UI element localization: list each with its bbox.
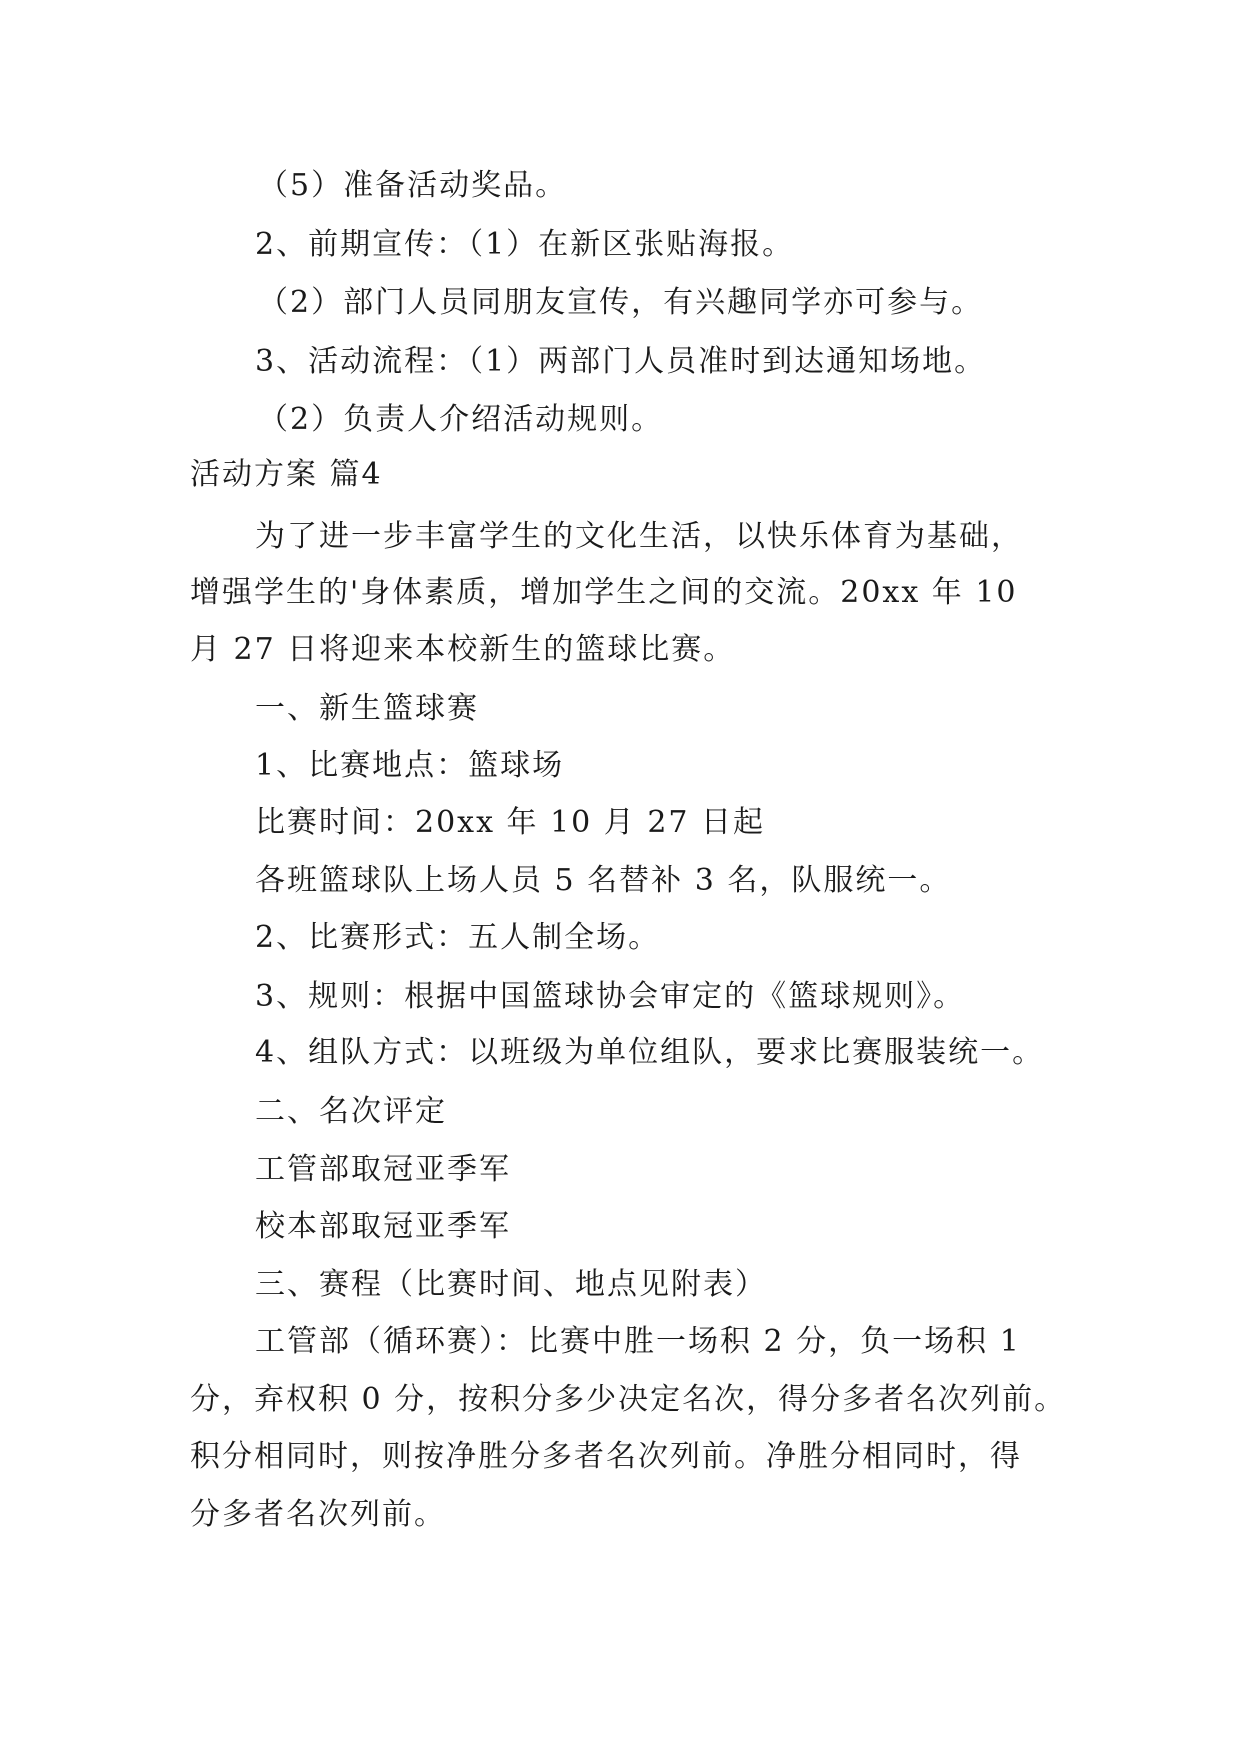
text-line: 三、赛程（比赛时间、地点见附表） [255,1267,767,1302]
text-line: （2）部门人员同朋友宣传，有兴趣同学亦可参与。 [258,285,984,320]
text-line: 一、新生篮球赛 [255,691,479,726]
text-line: 1、比赛地点：篮球场 [255,748,565,783]
section-heading: 活动方案 篇4 [190,457,383,492]
text-line: 工管部取冠亚季军 [255,1152,511,1187]
text-line: 二、名次评定 [255,1094,447,1129]
text-line: 2、前期宣传：（1）在新区张贴海报。 [255,227,795,262]
text-line: （2）负责人介绍活动规则。 [258,402,664,437]
text-line: 校本部取冠亚季军 [255,1209,511,1244]
text-line: 3、规则：根据中国篮球协会审定的《篮球规则》。 [255,979,966,1014]
text-line: 4、组队方式：以班级为单位组队，要求比赛服装统一。 [255,1035,1045,1070]
text-line: 月 27 日将迎来本校新生的篮球比赛。 [190,632,736,667]
text-line: 比赛时间：20xx 年 10 月 27 日起 [255,805,766,840]
text-line: 积分相同时，则按净胜分多者名次列前。净胜分相同时，得 [190,1439,1022,1474]
text-line: 2、比赛形式：五人制全场。 [255,920,661,955]
text-line: 分多者名次列前。 [190,1497,446,1532]
text-line: （5）准备活动奖品。 [258,168,568,203]
text-line: 工管部（循环赛）：比赛中胜一场积 2 分，负一场积 1 [255,1324,1021,1359]
text-line: 各班篮球队上场人员 5 名替补 3 名，队服统一。 [255,863,952,898]
text-line: 增强学生的'身体素质，增加学生之间的交流。20xx 年 10 [190,575,1018,610]
text-line: 为了进一步丰富学生的文化生活，以快乐体育为基础， [255,519,1023,554]
text-line: 3、活动流程：（1）两部门人员准时到达通知场地。 [255,344,987,379]
text-line: 分，弃权积 0 分，按积分多少决定名次，得分多者名次列前。 [190,1382,1067,1417]
